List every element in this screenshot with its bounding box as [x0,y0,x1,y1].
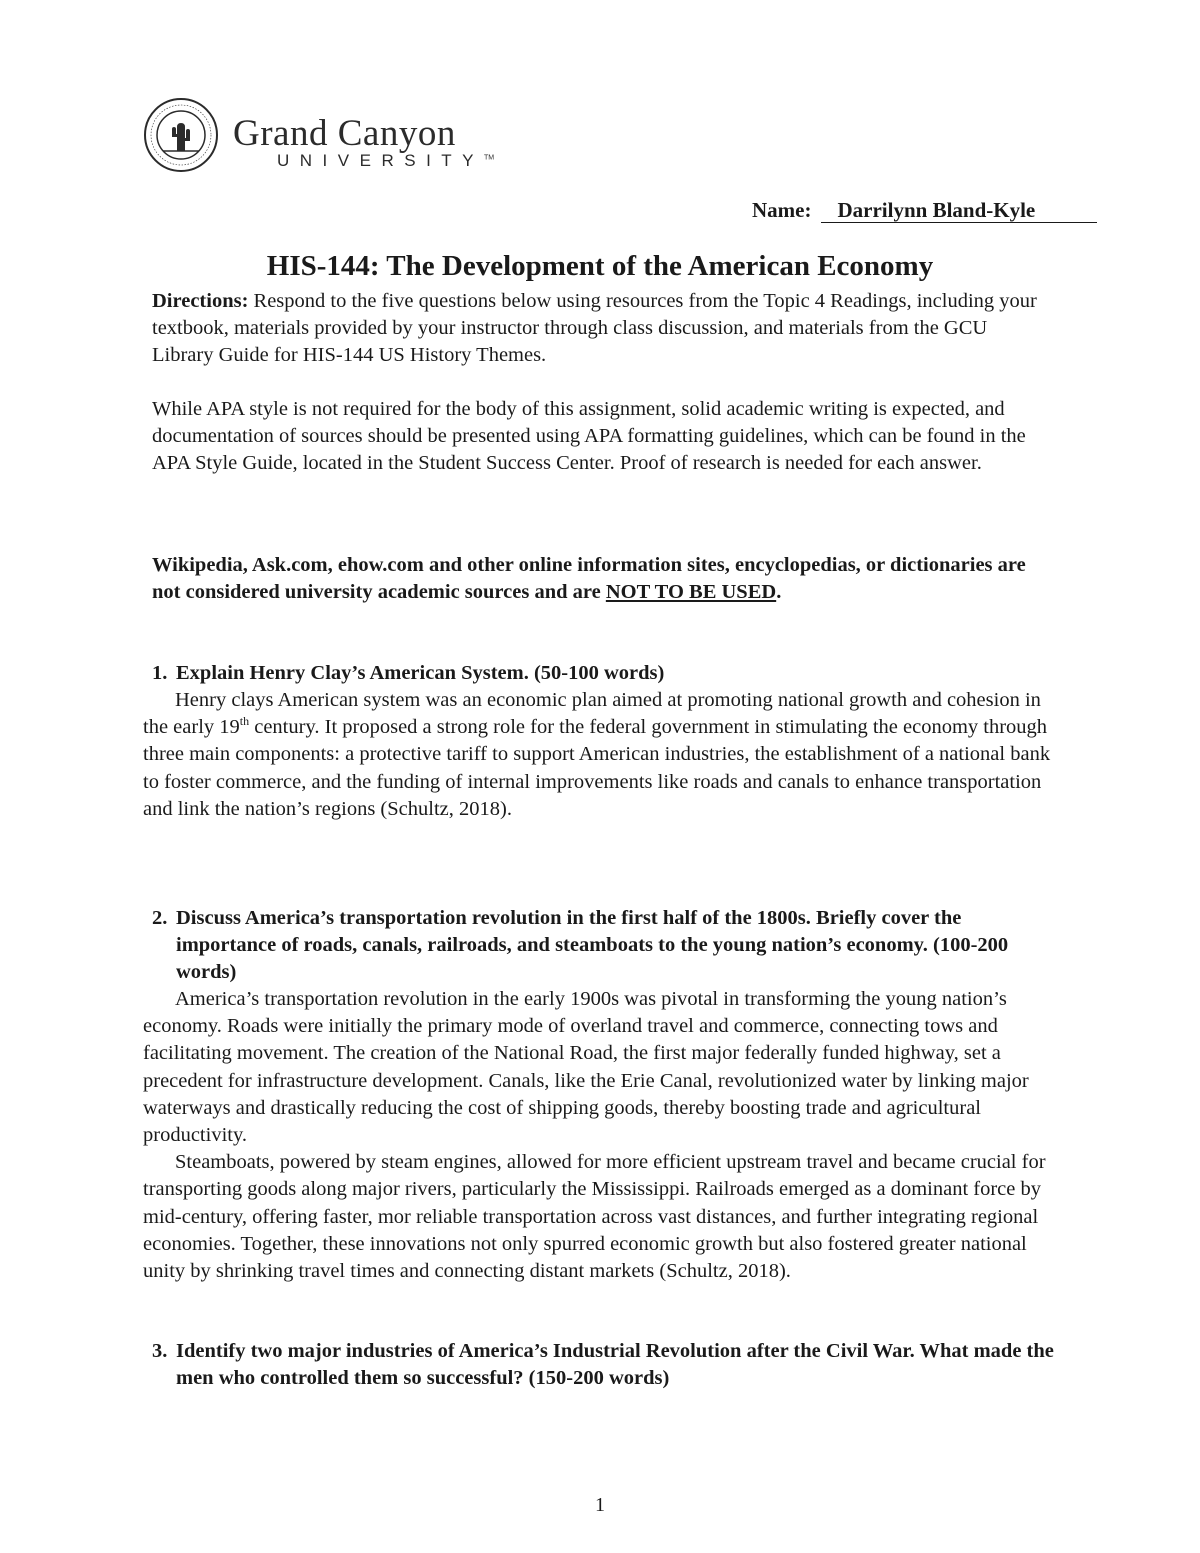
logo-subtitle: UNIVERSITY™ [277,151,495,170]
directions-paragraph [152,288,1052,370]
question-2 [152,905,1056,987]
question-3 [152,1338,1056,1392]
sources-warning: Wikipedia, Ask.com, ehow.com and other online information sites, encyclopedias, or dictionaries are not considered university academic sources and are NOT TO BE USED. [152,554,1026,604]
ordinal-superscript: th [239,714,250,729]
question-text: Explain Henry Clay’s American System. (50-100 words) [176,662,665,684]
warning-underlined: NOT TO BE USED [605,581,777,604]
apa-note-paragraph [152,396,1052,478]
name-value: Darrilynn Bland-Kyle [821,198,1097,223]
answer-paragraph: America’s transportation revolution in the early 1900s was pivotal in transforming the young nation’s economy. Roads were initially the primary mode of overland travel and commerce, connecting tows and facilitating movement. The creation of the National Road, the first major federally funded highway, set a precedent for infrastructure development. Canals, like the Erie Canal, revolutionized water by linking major waterways and drastically reducing the cost of shipping goods, thereby boosting trade and agricultural productivity. [143,988,1029,1147]
directions-label: Directions: [152,290,249,312]
document-title: HIS-144: The Development of the American Economy [266,250,934,282]
question-number: 1. [152,662,168,684]
university-seal-icon [141,95,221,175]
answer-paragraph: Steamboats, powered by steam engines, allowed for more efficient upstream travel and became crucial for transporting goods along major rivers, particularly the Mississippi. Railroads emerged as a dominant force by mid-century, offering faster, mor reliable transportation across vast distances, and further integrating regional economies. Together, these innovations not only spurred economic growth but also fostered greater national unity by shrinking travel times and connecting distant markets (Schultz, 2018). [143,1151,1046,1283]
question-number: 3. [152,1340,168,1362]
logo-trademark: TM [484,154,495,162]
page-number: 1 [595,1494,605,1516]
question-1 [152,660,1056,687]
name-label: Name: [752,198,812,222]
directions-text: Respond to the five questions below using resources from the Topic 4 Readings, including your textbook, materials provided by your instructor through class discussion, and materials from the GCU Library Guide for HIS-144 US History Themes. [152,290,1037,367]
name-field [752,198,1097,223]
question-number: 2. [152,907,168,929]
university-logo [141,95,501,175]
logo-wordmark: Grand Canyon [233,113,456,154]
question-text: Discuss America’s transportation revolution in the first half of the 1800s. Briefly cover the importance of roads, canals, railroads, and steamboats to the young nation’s economy. (100-200 words) [176,907,1009,984]
answer-1: Henry clays American system was an economic plan aimed at promoting national growth and cohesion in the early 19th century. It proposed a strong role for the federal government in stimulating the economy through three main components: a protective tariff to support American industries, the establishment of a national bank to foster commerce, and the funding of internal improvements like roads and canals to enhance transportation and link the nation’s regions (Schultz, 2018). [143,689,1051,820]
question-text: Identify two major industries of America’s Industrial Revolution after the Civil War. What made the men who controlled them so successful? (150-200 words) [176,1340,1054,1390]
apa-note-text: While APA style is not required for the body of this assignment, solid academic writing is expected, and documentation of sources should be presented using APA formatting guidelines, which can be found in the APA Style Guide, located in the Student Success Center. Proof of research is needed for each answer. [152,398,1026,475]
answer-2 [143,986,1063,1285]
warning-text: Wikipedia, Ask.com, ehow.com and other online information sites, encyclopedias, or dictionaries are not considered university academic sources and are [152,554,1026,604]
